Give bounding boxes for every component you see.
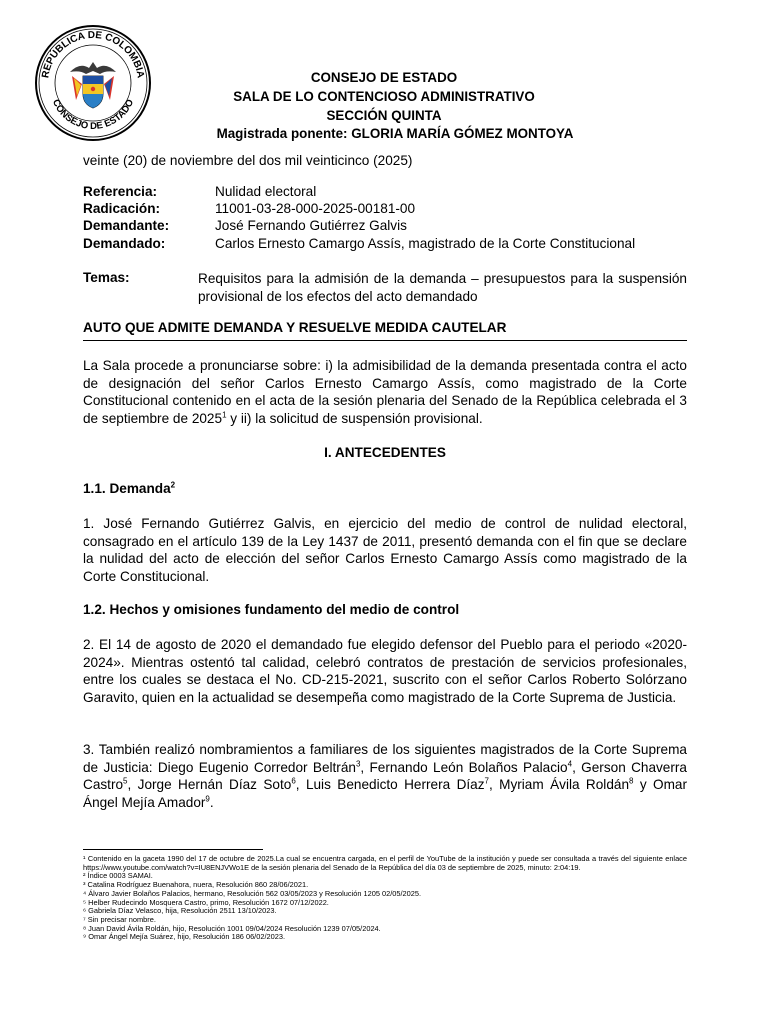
footnote-ref-9[interactable]: 9 xyxy=(205,794,210,804)
title-underline xyxy=(83,340,687,341)
demandante-value: José Fernando Gutiérrez Galvis xyxy=(215,218,407,233)
p3-text-h: . xyxy=(209,794,214,810)
footnote-ref-2[interactable]: 2 xyxy=(170,480,176,490)
radicacion-label: Radicación: xyxy=(83,201,161,216)
intro-text-a: La Sala procede a pronunciarse sobre: i) la admisibilidad de la demanda presentada contra el acto de designación del señor Carlos Ernesto Camargo Assís, como magistrado de la Corte Constitucional contenido en el acta de la sesión plenaria del Senado de la República celebrada el 3 de septiembre de 2025 xyxy=(83,358,687,426)
p3-text-c: , Gerson Chaverra Castro xyxy=(83,759,687,793)
document-date: veinte (20) de noviembre del dos mil veinticinco (2025) xyxy=(83,153,413,168)
intro-paragraph xyxy=(83,357,687,427)
footnote-4: ⁴ Álvaro Javier Bolaños Palacios, hermano, Resolución 562 03/05/2023 y Resolución 1205 02/05/2025. xyxy=(83,888,422,898)
footnote-7: ⁷ Sin precisar nombre. xyxy=(83,914,156,924)
referencia-label: Referencia: xyxy=(83,184,158,199)
header-court-name: CONSEJO DE ESTADO xyxy=(310,70,458,85)
hechos-paragraph-3 xyxy=(83,741,687,811)
footnote-ref-8[interactable]: 8 xyxy=(629,776,634,786)
footnote-9: ⁹ Omar Ángel Mejía Suárez, hijo, Resolución 186 06/02/2023. xyxy=(83,932,286,942)
footnote-8: ⁸ Juan David Ávila Roldán, hijo, Resolución 1001 09/04/2024 Resolución 1239 07/05/2024. xyxy=(83,923,381,933)
footnotes-block xyxy=(83,855,687,942)
demandante-label: Demandante: xyxy=(83,218,170,233)
footnote-ref-7[interactable]: 7 xyxy=(484,776,489,786)
p3-text-e: , Luis Benedicto Herrera Díaz xyxy=(295,777,485,793)
footnote-ref-4[interactable]: 4 xyxy=(567,759,573,769)
subsection-hechos-title: 1.2. Hechos y omisiones fundamento del medio de control xyxy=(83,602,460,617)
footnote-2: ² Índice 0003 SAMAI. xyxy=(83,871,153,881)
footnote-ref-3[interactable]: 3 xyxy=(355,759,361,769)
p3-text-g: y Omar Ángel Mejía Amador xyxy=(83,777,688,810)
footnote-separator xyxy=(83,849,263,850)
p3-text-a: 3. También realizó nombramientos a familiares de los siguientes magistrados de la Corte Suprema de Justicia: Diego Eugenio Corredor Beltrán xyxy=(83,742,687,775)
p3-text-d: , Jorge Hernán Díaz Soto xyxy=(127,777,292,793)
svg-text:CONSEJO DE ESTADO: CONSEJO DE ESTADO xyxy=(49,97,137,133)
intro-text-b: y ii) la solicitud de suspensión provisional. xyxy=(226,410,483,426)
p3-text-b: , Fernando León Bolaños Palacio xyxy=(360,759,568,775)
svg-text:REPÚBLICA DE COLOMBIA: REPÚBLICA DE COLOMBIA xyxy=(40,29,146,79)
footnote-1: ¹ Contenido en la gaceta 1990 del 17 de octubre de 2025.La cual se encuentra cargada, en el perfil de YouTube de la institución y puede ser consultada a través del siguiente enlace https://www.youtube.com/watch?v=IU8ENJVWo1E de la sesión plenaria del Senado de la República del día 03 de septiembre de 2025, minuto: 2:04:19. xyxy=(83,854,687,872)
footnote-ref-5[interactable]: 5 xyxy=(123,776,128,786)
footnote-ref-1[interactable]: 1 xyxy=(222,410,227,420)
footnote-3: ³ Catalina Rodríguez Buenahora, nuera, Resolución 860 28/06/2021. xyxy=(83,880,309,890)
hechos-paragraph-2: 2. El 14 de agosto de 2020 el demandado fue elegido defensor del Pueblo para el periodo «2020-2024». Mientras ostentó tal calidad, celebró contratos de prestación de servicios profesionales, entre los cuales se destaca el No. CD-215-2021, suscrito con el señor Carlos Roberto Solórzano Garavito, quien en la actualidad se desempeña como magistrado de la Corte Suprema de Justicia. xyxy=(83,637,687,705)
demanda-title-text: 1.1. Demanda xyxy=(83,481,171,496)
header-section: SECCIÓN QUINTA xyxy=(326,108,442,123)
footnote-6: ⁶ Gabriela Díaz Velasco, hija, Resolución 2511 13/10/2023. xyxy=(83,906,277,916)
section-title-antecedentes: I. ANTECEDENTES xyxy=(324,445,446,460)
consejo-de-estado-seal xyxy=(34,24,152,142)
footnote-ref-6[interactable]: 6 xyxy=(291,776,296,786)
demandado-value: Carlos Ernesto Camargo Assís, magistrado de la Corte Constitucional xyxy=(215,236,636,251)
radicacion-value: 11001-03-28-000-2025-00181-00 xyxy=(215,201,416,216)
subsection-demanda-title xyxy=(83,481,175,496)
header-magistrate: Magistrada ponente: GLORIA MARÍA GÓMEZ MONTOYA xyxy=(216,126,574,141)
temas-value: Requisitos para la admisión de la demanda – presupuestos para la suspensión provisional de los efectos del acto demandado xyxy=(198,271,687,304)
p3-text-f: , Myriam Ávila Roldán xyxy=(488,777,630,793)
demandado-label: Demandado: xyxy=(83,236,166,251)
temas-label: Temas: xyxy=(83,270,130,285)
demanda-paragraph: 1. José Fernando Gutiérrez Galvis, en ejercicio del medio de control de nulidad electoral, consagrado en el artículo 139 de la Ley 1437 de 2011, presentó demanda con el fin que se declare la nulidad del acto de elección del señor Carlos Ernesto Camargo Assís como magistrado de la Corte Constitucional. xyxy=(83,516,687,584)
header-chamber: SALA DE LO CONTENCIOSO ADMINISTRATIVO xyxy=(233,89,535,104)
auto-title: AUTO QUE ADMITE DEMANDA Y RESUELVE MEDIDA CAUTELAR xyxy=(83,320,507,335)
footnote-5: ⁵ Helber Rudecindo Mosquera Castro, primo, Resolución 1672 07/12/2022. xyxy=(83,897,329,907)
referencia-value: Nulidad electoral xyxy=(215,184,317,199)
